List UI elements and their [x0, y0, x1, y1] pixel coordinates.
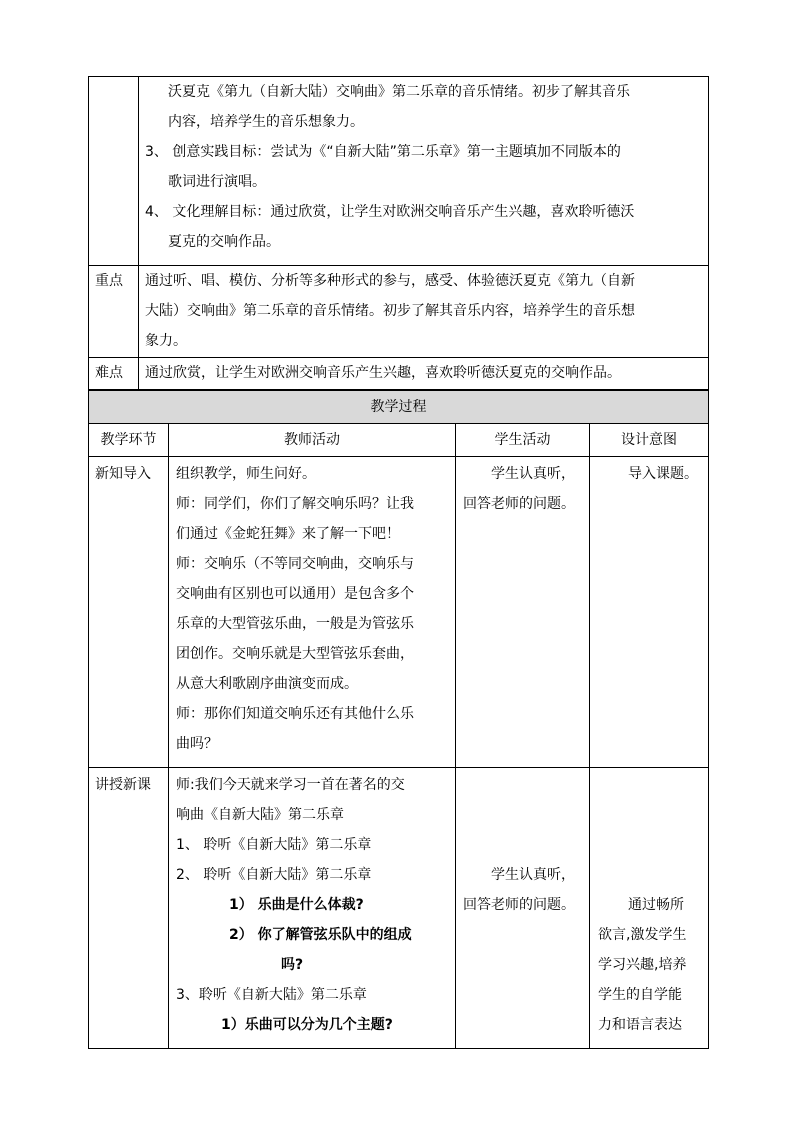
objective-line: 内容，培养学生的音乐想象力。: [168, 114, 364, 130]
teacher-line: 团创作。交响乐就是大型管弦乐套曲，: [176, 646, 414, 662]
objective-line: 夏克的交响作品。: [168, 234, 280, 250]
stage-cell: [89, 457, 169, 768]
stage-label: 讲授新课: [95, 777, 151, 793]
teacher-line: 师:我们今天就来学习一首在著名的交: [176, 777, 405, 793]
question-line: 吗?: [281, 957, 304, 973]
stage-cell: [89, 768, 169, 1049]
teacher-line: 师：那你们知道交响乐还有其他什么乐: [176, 706, 414, 722]
process-title: 教学过程: [89, 391, 709, 424]
intent-line: 通过畅所: [628, 897, 684, 913]
teacher-line: 1、 聆听《自新大陆》第二乐章: [176, 837, 372, 853]
difficulty-text: 通过欣赏，让学生对欧洲交响音乐产生兴趣，喜欢聆听德沃夏克的交响作品。: [145, 365, 621, 381]
question-line: 2） 你了解管弦乐队中的组成: [229, 927, 412, 943]
teacher-line: 响曲《自新大陆》第二乐章: [176, 807, 344, 823]
teacher-line: 曲吗？: [176, 736, 218, 752]
difficulty-label-cell: [89, 358, 139, 390]
objectives-table: [88, 76, 709, 390]
objectives-label-cell: [89, 77, 139, 266]
objective-line: 沃夏克《第九（自新大陆）交响曲》第二乐章的音乐情绪。初步了解其音乐: [168, 84, 630, 100]
student-activity-cell: [456, 768, 590, 1049]
key-point-cell: [139, 266, 709, 358]
student-line: 回答老师的问题。: [463, 496, 575, 512]
header-stage: 教学环节: [89, 424, 169, 457]
student-activity-cell: [456, 457, 590, 768]
intent-line: 学生的自学能: [598, 987, 682, 1003]
design-intent-cell: [590, 768, 709, 1049]
difficulty-cell: [139, 358, 709, 390]
objective-item-3: 3、 创意实践目标：尝试为《“自新大陆”第二乐章》第一主题填加不同版本的: [145, 144, 621, 160]
teacher-line: 组织教学，师生问好。: [176, 466, 316, 482]
student-line: 学生认真听，: [491, 867, 575, 883]
key-point-line: 通过听、唱、模仿、分析等多种形式的参与，感受、体验德沃夏克《第九（自新: [145, 273, 635, 289]
key-point-line: 大陆）交响曲》第二乐章的音乐情绪。初步了解其音乐内容，培养学生的音乐想: [145, 303, 635, 319]
design-intent-cell: [590, 457, 709, 768]
teacher-line: 师：同学们，你们了解交响乐吗？让我: [176, 496, 414, 512]
student-line: 回答老师的问题。: [463, 897, 575, 913]
teacher-activity-cell: [169, 457, 456, 768]
intent-line: 学习兴趣,培养: [598, 957, 687, 973]
teaching-process-table: [88, 390, 709, 1049]
objective-item-4: 4、 文化理解目标：通过欣赏，让学生对欧洲交响音乐产生兴趣，喜欢聆听德沃: [145, 204, 635, 220]
student-line: 学生认真听，: [491, 466, 575, 482]
question-line: 1）乐曲可以分为几个主题?: [221, 1017, 393, 1033]
intent-text: 导入课题。: [628, 466, 698, 482]
teacher-line: 们通过《金蛇狂舞》来了解一下吧！: [176, 526, 400, 542]
question-line: 1） 乐曲是什么体裁?: [229, 897, 364, 913]
key-point-label: 重点: [95, 273, 123, 289]
key-point-label-cell: [89, 266, 139, 358]
teacher-line: 3、聆听《自新大陆》第二乐章: [176, 987, 367, 1003]
intent-line: 力和语言表达: [598, 1017, 682, 1033]
difficulty-label: 难点: [95, 365, 123, 381]
intent-line: 欲言,激发学生: [598, 927, 687, 943]
objective-line: 歌词进行演唱。: [168, 174, 266, 190]
key-point-line: 象力。: [145, 333, 187, 349]
header-student: 学生活动: [456, 424, 590, 457]
teacher-line: 从意大利歌剧序曲演变而成。: [176, 676, 358, 692]
header-intent: 设计意图: [590, 424, 709, 457]
teacher-line: 乐章的大型管弦乐曲，一般是为管弦乐: [176, 616, 414, 632]
teacher-line: 2、 聆听《自新大陆》第二乐章: [176, 867, 372, 883]
teacher-line: 师：交响乐（不等同交响曲，交响乐与: [176, 556, 414, 572]
stage-label: 新知导入: [95, 466, 151, 482]
teacher-line: 交响曲有区别也可以通用）是包含多个: [176, 586, 414, 602]
header-teacher: 教师活动: [169, 424, 456, 457]
teacher-activity-cell: [169, 768, 456, 1049]
objectives-cell: [139, 77, 709, 266]
